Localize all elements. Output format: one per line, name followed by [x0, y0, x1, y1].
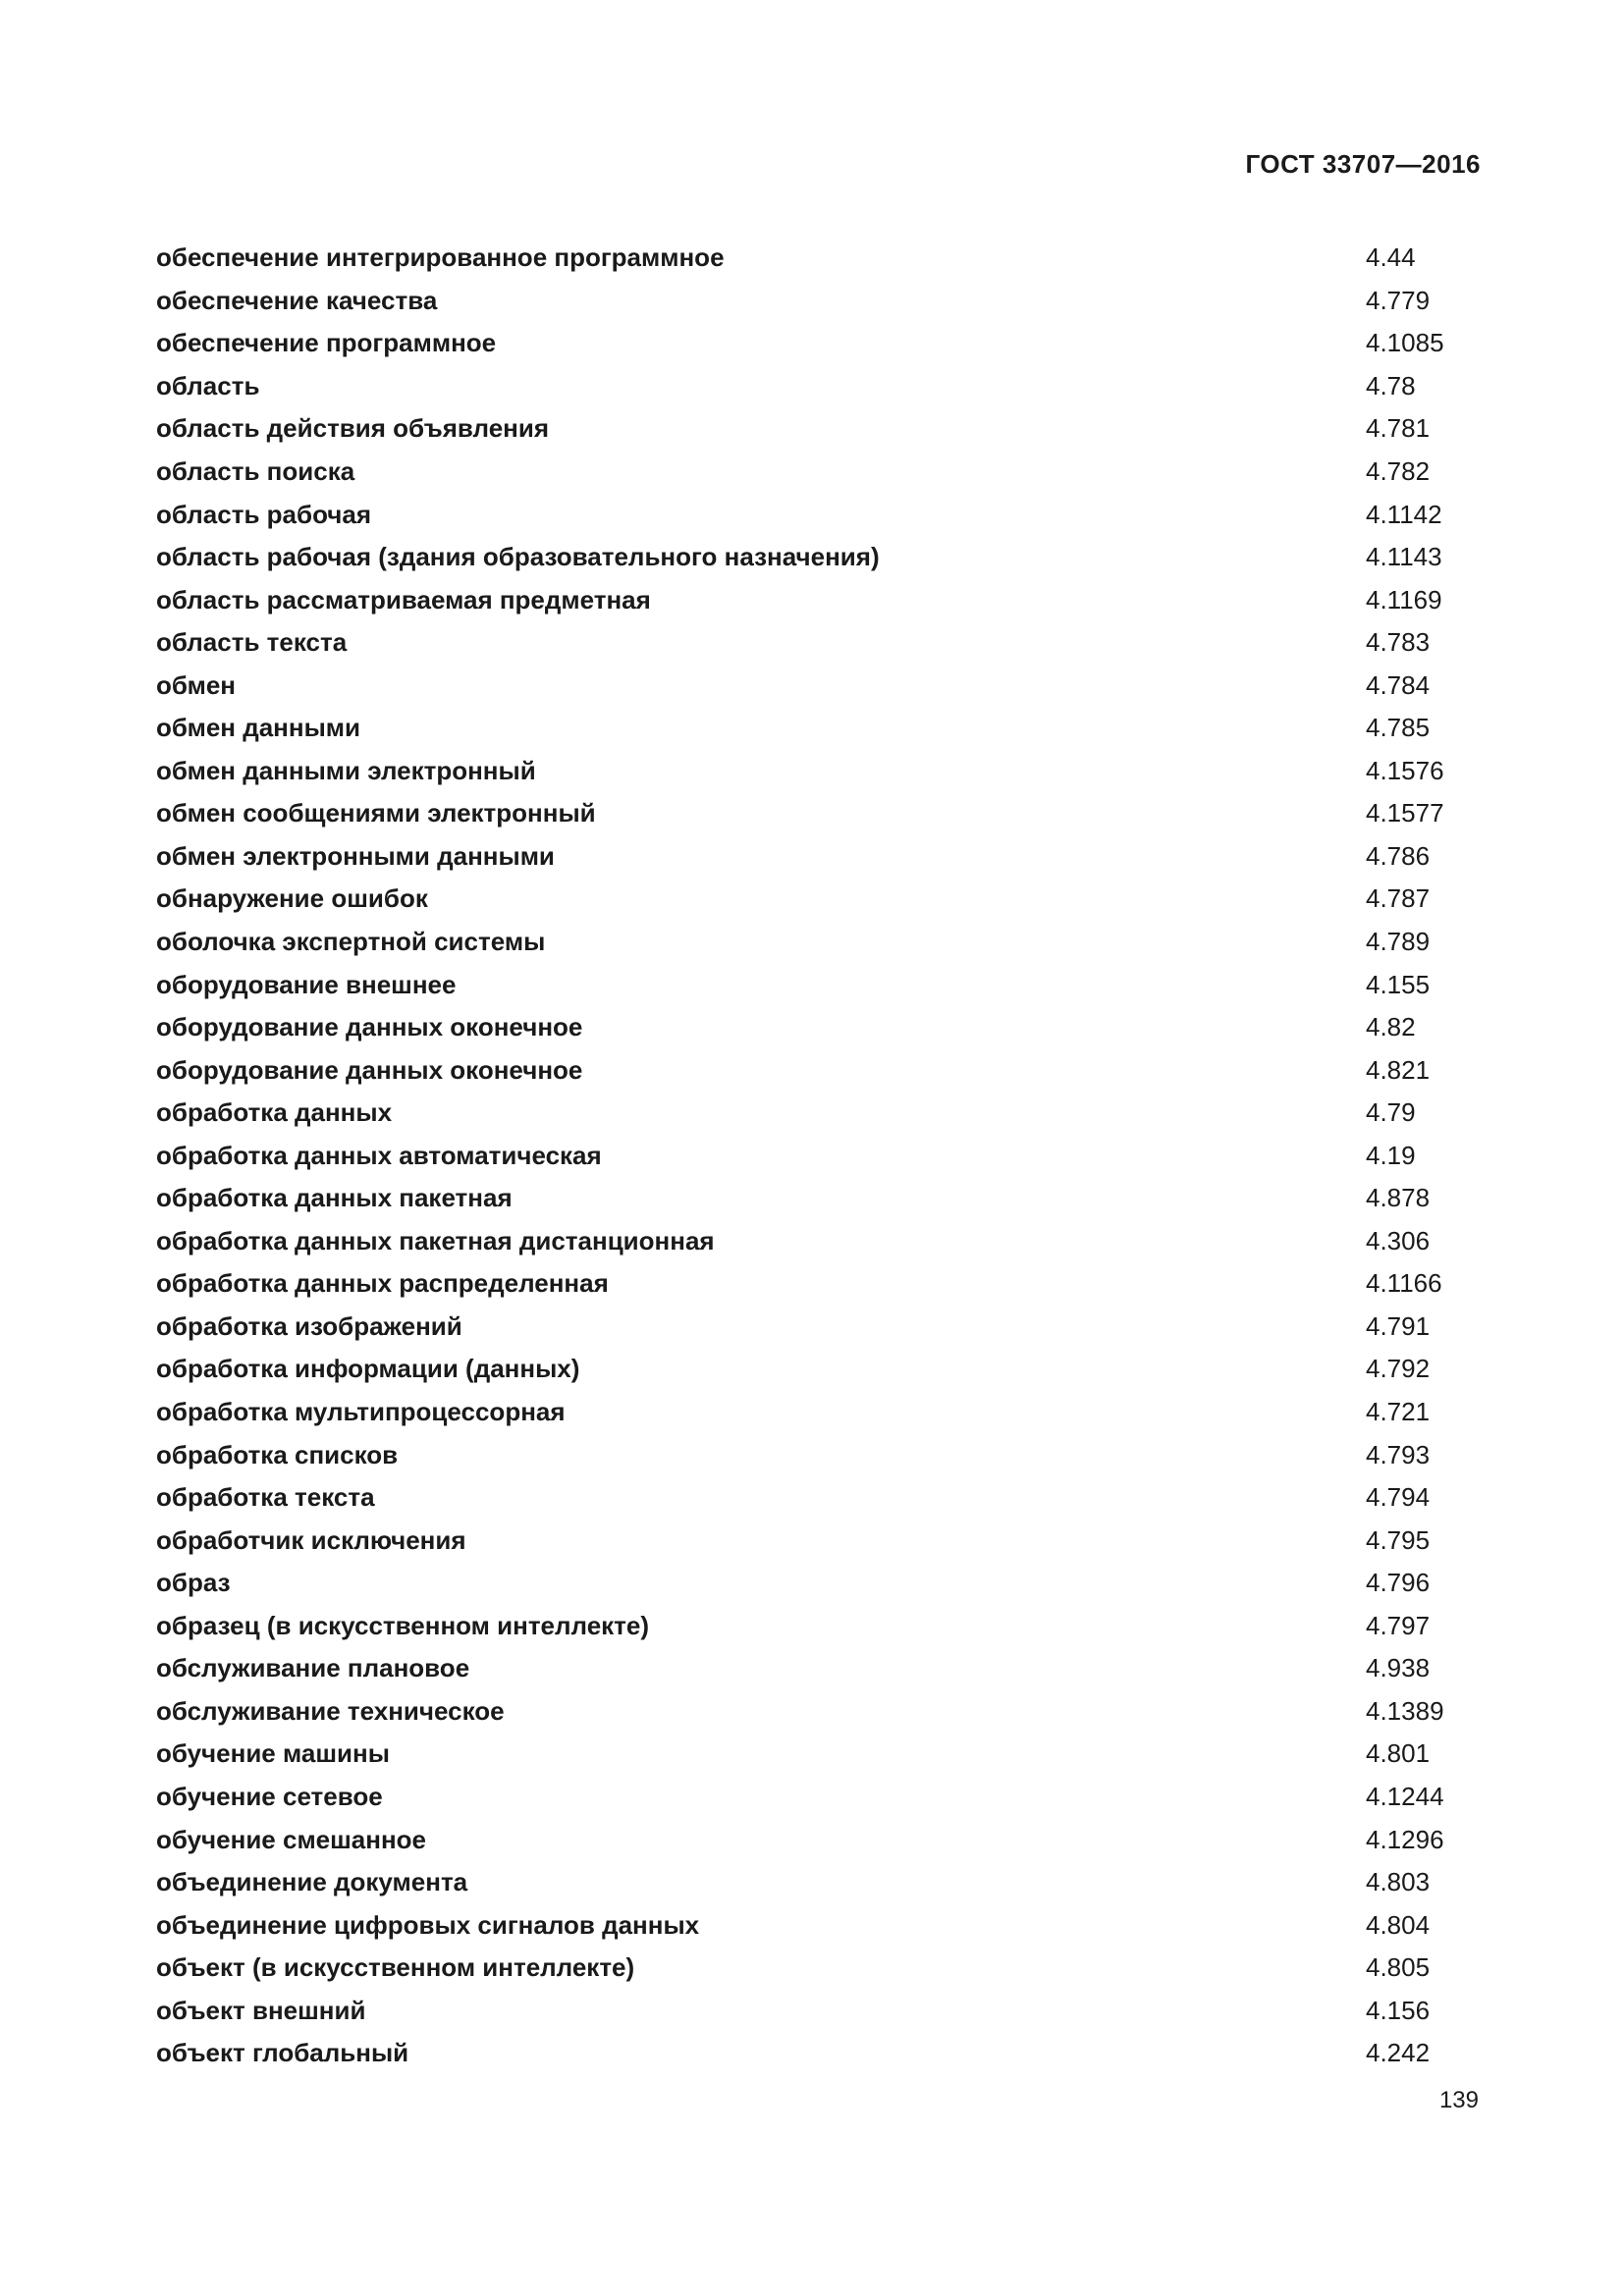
index-term: образец (в искусственном интеллекте) — [156, 1610, 650, 1640]
index-term: область — [156, 370, 260, 400]
index-term: объект глобальный — [156, 2038, 409, 2068]
index-reference: 4.821 — [1366, 1054, 1431, 1085]
index-entry — [156, 1092, 1482, 1135]
index-entry — [156, 1220, 1482, 1263]
index-reference: 4.1296 — [1366, 1824, 1444, 1854]
index-reference: 4.804 — [1366, 1909, 1431, 1940]
index-entry — [156, 1006, 1482, 1049]
index-reference: 4.306 — [1366, 1225, 1431, 1255]
index-term: обучение машины — [156, 1738, 390, 1769]
index-reference: 4.781 — [1366, 413, 1431, 444]
index-term: область рабочая — [156, 499, 372, 529]
index-term: обслуживание плановое — [156, 1653, 470, 1683]
index-term: обработка изображений — [156, 1310, 462, 1341]
index-reference: 4.793 — [1366, 1439, 1431, 1469]
index-entry — [156, 1433, 1482, 1476]
index-entry — [156, 1177, 1482, 1220]
index-entry — [156, 921, 1482, 964]
index-term: оборудование данных оконечное — [156, 1054, 583, 1085]
index-entry — [156, 1262, 1482, 1306]
index-term: обработка данных распределенная — [156, 1268, 609, 1299]
index-entry — [156, 707, 1482, 750]
page-header-standard: ГОСТ 33707—2016 — [1245, 149, 1481, 179]
index-reference: 4.19 — [1366, 1140, 1416, 1170]
index-term: обработка мультипроцессорная — [156, 1397, 566, 1427]
index-term: обслуживание техническое — [156, 1695, 505, 1726]
index-term: объединение документа — [156, 1867, 468, 1897]
index-entry — [156, 1306, 1482, 1349]
index-entry — [156, 1134, 1482, 1177]
index-term: обмен сообщениями электронный — [156, 798, 596, 828]
index-entry — [156, 750, 1482, 793]
index-term: обучение смешанное — [156, 1824, 427, 1854]
index-term: обработка текста — [156, 1482, 375, 1513]
index-term: область рассматриваемая предметная — [156, 584, 651, 614]
index-reference: 4.721 — [1366, 1397, 1431, 1427]
index-entry — [156, 451, 1482, 494]
index-entry — [156, 2032, 1482, 2075]
index-entry — [156, 1476, 1482, 1520]
index-term: обработка списков — [156, 1439, 399, 1469]
index-term: обеспечение программное — [156, 328, 497, 358]
index-entry — [156, 1903, 1482, 1947]
index-reference: 4.78 — [1366, 370, 1416, 400]
index-term: область поиска — [156, 456, 355, 486]
index-entry — [156, 664, 1482, 707]
index-term: объединение цифровых сигналов данных — [156, 1909, 700, 1940]
index-reference: 4.786 — [1366, 840, 1431, 871]
index-entry — [156, 963, 1482, 1006]
index-entry — [156, 1048, 1482, 1092]
index-reference: 4.1169 — [1366, 584, 1442, 614]
index-reference: 4.938 — [1366, 1653, 1431, 1683]
index-term: обработка данных пакетная дистанционная — [156, 1225, 715, 1255]
index-term: обнаружение ошибок — [156, 883, 428, 914]
index-term: объект (в искусственном интеллекте) — [156, 1952, 635, 1983]
index-reference: 4.787 — [1366, 883, 1431, 914]
index-term: обеспечение качества — [156, 285, 438, 315]
index-entry — [156, 1947, 1482, 1990]
index-entry — [156, 1690, 1482, 1734]
index-term: область текста — [156, 627, 348, 658]
index-entry — [156, 1605, 1482, 1648]
index-entry — [156, 878, 1482, 921]
index-reference: 4.1143 — [1366, 542, 1442, 572]
index-entry — [156, 1861, 1482, 1904]
index-entry — [156, 493, 1482, 536]
index-reference: 4.1166 — [1366, 1268, 1442, 1299]
index-term: оборудование внешнее — [156, 969, 457, 999]
index-reference: 4.803 — [1366, 1867, 1431, 1897]
index-reference: 4.795 — [1366, 1524, 1431, 1555]
index-entry — [156, 365, 1482, 408]
index-entry — [156, 407, 1482, 451]
index-reference: 4.44 — [1366, 242, 1416, 273]
index-term: оболочка экспертной системы — [156, 927, 546, 957]
index-reference: 4.878 — [1366, 1183, 1431, 1213]
index-term: объект внешний — [156, 1995, 366, 2025]
index-entry — [156, 1348, 1482, 1391]
index-reference: 4.779 — [1366, 285, 1431, 315]
index-entry — [156, 835, 1482, 879]
index-reference: 4.1576 — [1366, 755, 1444, 785]
index-term: обмен электронными данными — [156, 840, 555, 871]
index-term: обработка информации (данных) — [156, 1354, 580, 1384]
index-entry — [156, 237, 1482, 280]
index-reference: 4.783 — [1366, 627, 1431, 658]
index-entry — [156, 1519, 1482, 1562]
index-entry — [156, 1818, 1482, 1861]
index-entry — [156, 621, 1482, 665]
index-reference: 4.789 — [1366, 927, 1431, 957]
index-term: обучение сетевое — [156, 1781, 383, 1811]
index-reference: 4.794 — [1366, 1482, 1431, 1513]
index-entry — [156, 792, 1482, 835]
index-entry — [156, 1562, 1482, 1605]
index-reference: 4.796 — [1366, 1568, 1431, 1598]
index-reference: 4.79 — [1366, 1097, 1416, 1128]
index-entry — [156, 1776, 1482, 1819]
index-term: обмен данными — [156, 713, 361, 743]
index-entry — [156, 322, 1482, 365]
index-reference: 4.1244 — [1366, 1781, 1444, 1811]
index-reference: 4.782 — [1366, 456, 1431, 486]
index-term: обработка данных автоматическая — [156, 1140, 602, 1170]
page-number: 139 — [1438, 2087, 1479, 2113]
index-reference: 4.805 — [1366, 1952, 1431, 1983]
index-term: обмен — [156, 669, 236, 700]
index-reference: 4.1389 — [1366, 1695, 1444, 1726]
index-reference: 4.791 — [1366, 1310, 1431, 1341]
index-reference: 4.784 — [1366, 669, 1431, 700]
index-entry — [156, 578, 1482, 621]
index-term: обработчик исключения — [156, 1524, 466, 1555]
index-reference: 4.1085 — [1366, 328, 1444, 358]
index-entry — [156, 1989, 1482, 2032]
index-reference: 4.1577 — [1366, 798, 1444, 828]
index-reference: 4.801 — [1366, 1738, 1431, 1769]
index-term: обеспечение интегрированное программное — [156, 242, 725, 273]
index-reference: 4.155 — [1366, 969, 1431, 999]
alphabetical-index-list — [156, 237, 1482, 2075]
index-term: область действия объявления — [156, 413, 550, 444]
index-term: обработка данных — [156, 1097, 393, 1128]
index-entry — [156, 1647, 1482, 1690]
index-term: образ — [156, 1568, 231, 1598]
index-reference: 4.1142 — [1366, 499, 1442, 529]
index-term: обмен данными электронный — [156, 755, 536, 785]
index-term: обработка данных пакетная — [156, 1183, 513, 1213]
index-entry — [156, 1391, 1482, 1434]
index-reference: 4.82 — [1366, 1012, 1416, 1042]
index-entry — [156, 1733, 1482, 1776]
index-reference: 4.797 — [1366, 1610, 1431, 1640]
index-reference: 4.242 — [1366, 2038, 1431, 2068]
index-reference: 4.785 — [1366, 713, 1431, 743]
index-entry — [156, 280, 1482, 323]
index-entry — [156, 536, 1482, 579]
index-reference: 4.156 — [1366, 1995, 1431, 2025]
index-term: область рабочая (здания образовательного назначения) — [156, 542, 880, 572]
index-term: оборудование данных оконечное — [156, 1012, 583, 1042]
index-reference: 4.792 — [1366, 1354, 1431, 1384]
